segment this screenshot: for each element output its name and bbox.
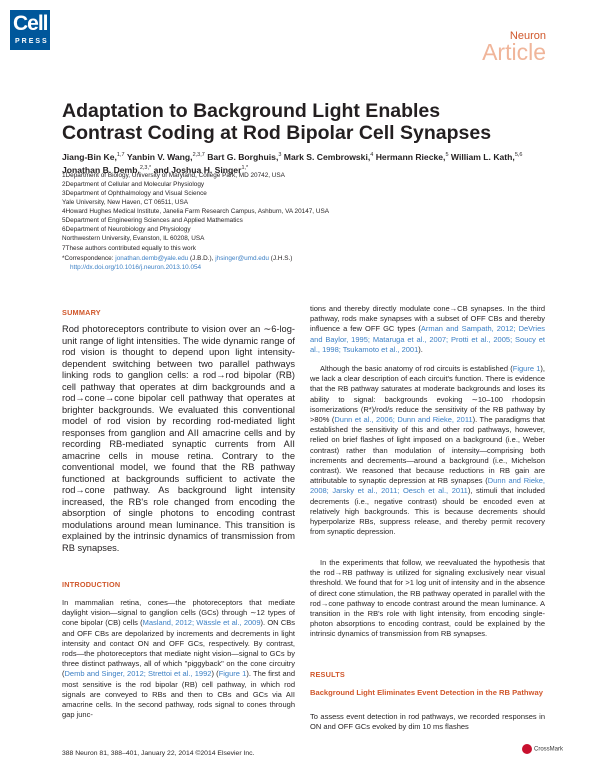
title-line-2: Contrast Coding at Rod Bipolar Cell Synapses <box>62 122 492 144</box>
citation-link[interactable]: Masland, 2012; Wässle et al., 2009 <box>142 618 261 628</box>
figure-link[interactable]: Figure 1 <box>218 669 247 679</box>
affiliation-3: 3Department of Ophthalmology and Visual Science <box>62 190 207 197</box>
figure-link[interactable]: Figure 1 <box>512 364 541 373</box>
affiliation-2: 2Department of Cellular and Molecular Physiology <box>62 181 205 188</box>
affiliation-4: Yale University, New Haven, CT 06511, USA <box>62 199 188 206</box>
right-paragraph-4: To assess event detection in rod pathways, we recorded responses in ON and OFF GCs evoked by dim 10 ms flashes <box>310 712 545 732</box>
page-footer: 388 Neuron 81, 388–401, January 22, 2014 ©2014 Elsevier Inc. <box>62 750 255 757</box>
affiliation-8: Northwestern University, Evanston, IL 60208, USA <box>62 235 205 242</box>
crossmark-badge[interactable]: CrossMark <box>522 744 563 754</box>
citation-link[interactable]: Demb and Singer, 2012; Strettoi et al., 1992 <box>64 669 212 679</box>
affiliation-7: 6Department of Neurobiology and Physiology <box>62 226 191 233</box>
citation-link[interactable]: Dunn and Rieke, 2008; Jarsky et al., 2011; Oesch et al., 2011 <box>310 476 545 496</box>
crossmark-icon <box>522 744 532 754</box>
right-paragraph-2: Although the basic anatomy of rod circuits is established (Figure 1), we lack a clear description of each circuit's function. There is evidence that the RB pathway saturates at moderate backgrounds and loses its ability to signal: backgrounds evoking ∼10–100 rhodopsin isomerizations (R*)/rod/s reduce the sensitivity of the RB pathway by >80% (Dunn et al., 2006; Dunn and Rieke, 2011). The paradigms that established the sensitivity of this and other rod pathways, however, relied on brief flashes of light imposed on a background (i.e., Weber contrast) rather than modulation of intensity—comprising both increments and decrements—around a background (i.e., Michelson contrast). We reasoned that because reductions in RB gain are attributable to synaptic depression at RB synapses (Dunn and Rieke, 2008; Jarsky et al., 2011; Oesch et al., 2011), stimuli that included decrements (i.e., negative contrast) should be encoded even at relatively high backgrounds. This is because decrements should hyperpolarize RBs, suppress release, and thereby permit recovery from synaptic depression. <box>310 364 545 537</box>
author: Jiang-Bin Ke,$^{1,7}$ <box>62 151 125 162</box>
summary-heading: SUMMARY <box>62 308 101 317</box>
author: Jonathan B. Demb,$^{2,3,*}$ <box>62 164 152 175</box>
author: Bart G. Borghuis,$^3$ <box>207 151 282 162</box>
affiliation-5: 4Howard Hughes Medical Institute, Janelia Farm Research Campus, Ashburn, VA 20147, USA <box>62 208 330 215</box>
author: Yanbin V. Wang,$^{2,3,7}$ <box>126 151 205 162</box>
citation-link[interactable]: Dunn et al., 2006; Dunn and Rieke, 2011 <box>334 415 473 425</box>
correspondence: *Correspondence: jonathan.demb@yale.edu (J.B.D.), jhsinger@umd.edu (J.H.S.) <box>62 255 293 262</box>
citation-link[interactable]: Arman and Sampath, 2012; DeVries and Baylor, 1995; Mataruga et al., 2007; Protti et al., 2005; Soucy et al., 1998; Tsukamoto et al., 2001 <box>310 324 545 354</box>
results-subheading: Background Light Eliminates Event Detection in the RB Pathway <box>310 688 543 697</box>
paper-title <box>62 100 542 144</box>
article-type: Article <box>482 39 546 65</box>
introduction-heading: INTRODUCTION <box>62 580 121 589</box>
logo-subtext: PRESS <box>15 38 49 45</box>
affiliation-9: 7These authors contributed equally to this work <box>62 245 196 252</box>
introduction-body: In mammalian retina, cones—the photoreceptors that mediate daylight vision—signal to ganglion cells (GCs) through ∼12 types of cone bipolar (CB) cells (Masland, 2012; Wässle et al., 2009). ON CBs and OFF CBs are depolarized by increments and decrements in light intensity and contact ON and OFF GCs, respectively. By contrast, rods—the photoreceptors that mediate night vision—signal to GCs by three distinct pathways, all of which "piggyback" on the cone circuitry (Demb and Singer, 2012; Strettoi et al., 1992) (Figure 1). The first and most sensitive is the rod bipolar (RB) cell pathway, in which rod signals are conveyed to RBs and then to CBs and GCs via AII amacrine cells. In the second pathway, rods signal to cones through gap junc- <box>62 598 296 720</box>
email-link[interactable]: jhsinger@umd.edu <box>215 255 269 262</box>
summary-body: Rod photoreceptors contribute to vision over an ∼6-log-unit range of light intensities. The wide dynamic range of rod vision is thought to depend upon light intensity-dependent switching between two parallel pathways linking rods to ganglion cells: a rod→rod bipolar (RB) cell pathway that operates at dim backgrounds and a rod→cone→cone bipolar cell pathway that operates at brighter backgrounds. We evaluated this conventional model of rod vision by recording rod-mediated light responses from ganglion and AII amacrine cells and by recording RB-mediated synaptic currents from AII amacrine cells in mouse retina. Contrary to the conventional model, we found that the RB pathway functioned at backgrounds sufficient to activate the rod→cone pathway. As background light intensity increased, the RB's role changed from encoding the absorption of single photons to encoding contrast modulations around mean luminance. This transition is explained by the intrinsic dynamics of transmission from RB synapses. <box>62 324 295 553</box>
logo-text: Cell <box>13 12 48 35</box>
affiliation-6: 5Department of Engineering Sciences and Applied Mathematics <box>62 217 243 224</box>
title-line-1: Adaptation to Background Light Enables <box>62 100 441 122</box>
results-heading: RESULTS <box>310 670 345 679</box>
author: Hermann Riecke,$^5$ <box>375 151 449 162</box>
right-paragraph-1: tions and thereby directly modulate cone→CB synapses. In the third pathway, rods make synapses with a subset of OFF CBs and thereby influence a few OFF GC types (Arman and Sampath, 2012; DeVries and Baylor, 1995; Mataruga et al., 2007; Protti et al., 2005; Soucy et al., 1998; Tsukamoto et al., 2001). <box>310 304 545 354</box>
affiliation-1: 1Department of Biology, University of Maryland, College Park, MD 20742, USA <box>62 172 285 179</box>
right-paragraph-3: In the experiments that follow, we reevaluated the hypothesis that the rod→RB pathway is utilized for signaling exclusively near visual threshold. We found that for >1 log unit of intensity and in the absence of direct cone stimulation, the RB pathway operated in parallel with the rod→cone pathway to encode contrast around the mean luminance. A transition in the RB's role with light intensity, from encoding single-photon absorptions to encoding contrast, could be explained by the intrinsic dynamics of transmission from RB synapses. <box>310 558 545 639</box>
email-link[interactable]: jonathan.demb@yale.edu <box>115 255 189 262</box>
author: William L. Kath,$^{5,6}$ <box>450 151 523 162</box>
doi-link[interactable]: http://dx.doi.org/10.1016/j.neuron.2013.10.054 <box>70 264 202 271</box>
journal-name: Neuron <box>509 30 546 42</box>
author: and Joshua H. Singer$^{1,*}$ <box>153 164 249 175</box>
cell-press-logo <box>10 10 50 50</box>
author: Mark S. Cembrowski,$^4$ <box>283 151 374 162</box>
